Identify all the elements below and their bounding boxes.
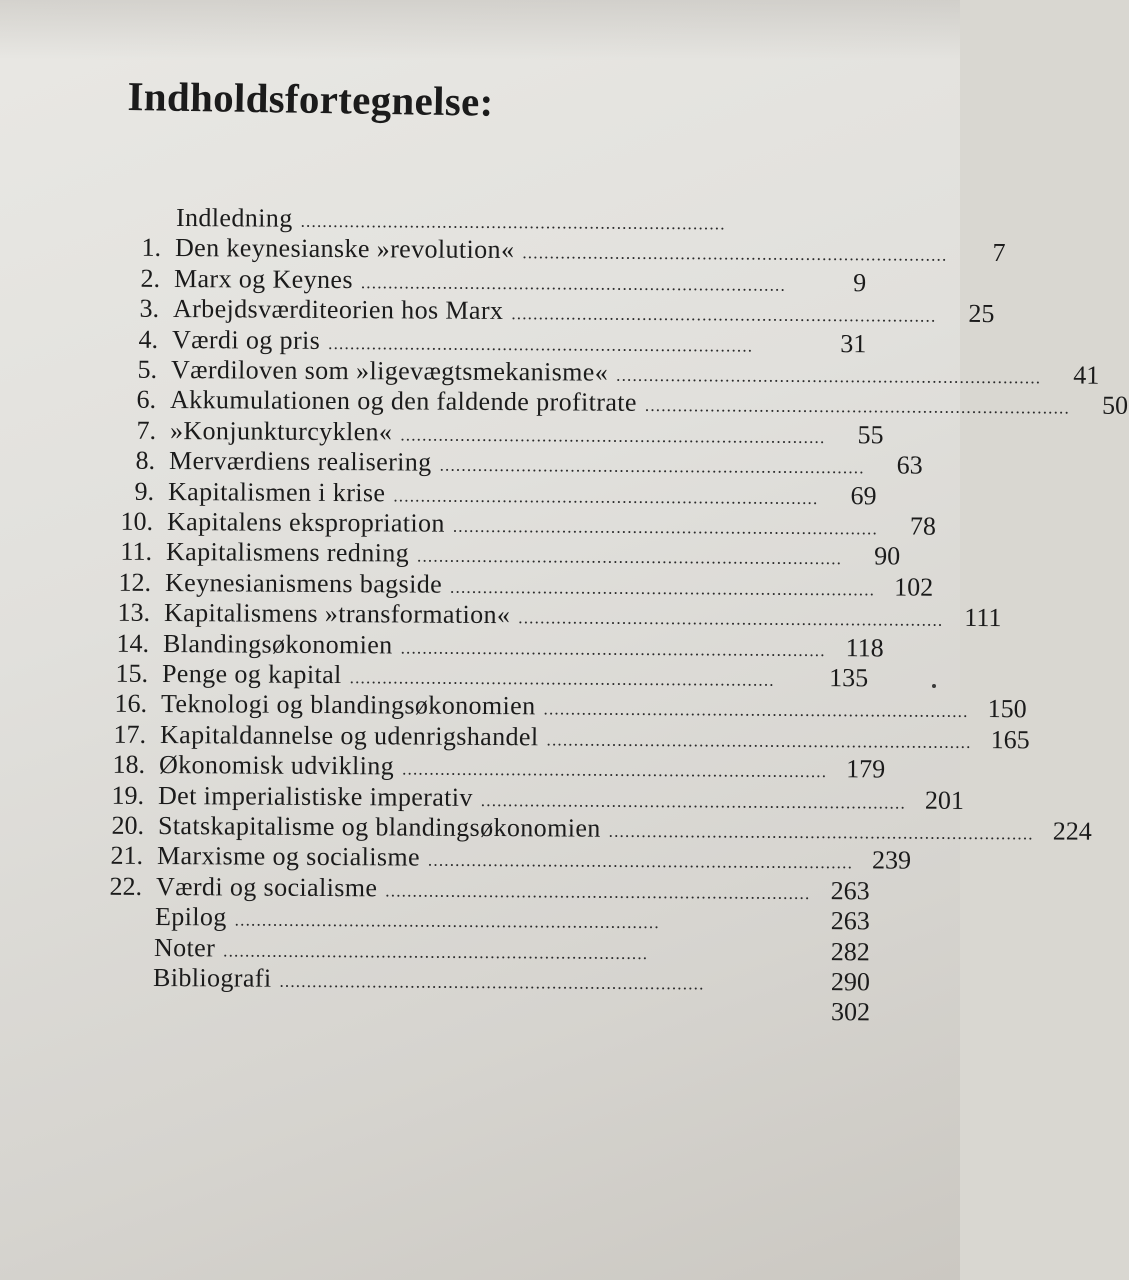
- toc-entry: [155, 902, 870, 936]
- toc-entry-number: 22.: [109, 871, 142, 901]
- toc-entry-page: 111: [964, 603, 1002, 633]
- dot-leader: ..............................................................................: [300, 211, 726, 234]
- dot-leader: ..............................................................................: [645, 396, 1071, 418]
- toc-entry: [117, 597, 1002, 633]
- dot-leader: ..............................................................................: [449, 577, 876, 600]
- toc-entry-title: Værdi og pris: [172, 324, 321, 355]
- toc-entry: [120, 537, 901, 571]
- toc-entry-number: 8.: [135, 445, 155, 476]
- toc-entry-title: Det imperialistiske imperativ: [158, 780, 474, 812]
- toc-entry-number: 20.: [110, 810, 144, 840]
- dot-leader: ..............................................................................: [360, 272, 787, 295]
- dot-leader: ..............................................................................: [543, 699, 969, 722]
- paper-speck: [932, 684, 936, 688]
- toc-entry: [154, 933, 870, 967]
- toc-entry-number: 21.: [110, 841, 143, 871]
- toc-entry-number: 9.: [134, 476, 154, 506]
- toc-entry-number: 5.: [137, 354, 158, 384]
- toc-entry: [110, 841, 911, 875]
- toc-entry-number: 11.: [120, 537, 152, 567]
- toc-entry-number: 17.: [113, 719, 147, 749]
- dot-leader: ..............................................................................: [402, 759, 828, 782]
- page-title: Indholdsfortegnelse:: [127, 72, 494, 125]
- toc-entry-title: Den keynesianske »revolution«: [174, 233, 515, 265]
- toc-entry: [118, 567, 934, 602]
- toc-entry-page: 90: [873, 541, 901, 571]
- toc-entry: [141, 233, 1006, 268]
- toc-entry-title: Marx og Keynes: [174, 263, 354, 294]
- toc-entry: [137, 354, 1100, 390]
- dot-leader: ..............................................................................: [349, 668, 775, 690]
- toc-entry-number: 1.: [141, 233, 162, 263]
- toc-entry-number: 3.: [139, 293, 160, 324]
- toc-entry: [138, 324, 867, 359]
- toc-entry-title: Kapitalens ekspropriation: [166, 507, 445, 538]
- toc-entry-page: 201: [925, 785, 965, 815]
- toc-entry: [135, 445, 923, 480]
- toc-entry-number: 12.: [118, 567, 152, 597]
- dot-leader: ..............................................................................: [452, 516, 878, 539]
- toc-entry-title: »Konjunkturcyklen«: [169, 415, 393, 447]
- dot-leader: ..............................................................................: [328, 333, 754, 356]
- toc-entry-page: 290: [830, 967, 870, 997]
- toc-entry-page: 150: [987, 694, 1027, 724]
- toc-entry-page: 302: [830, 997, 871, 1027]
- toc-entry-page: 69: [850, 480, 877, 510]
- toc-entry-number: 13.: [117, 597, 151, 628]
- toc-entry-title: Epilog: [154, 902, 227, 932]
- toc-entry: [109, 871, 870, 906]
- dot-leader: ..............................................................................: [399, 425, 826, 447]
- toc-entry-page: 7: [992, 238, 1006, 268]
- toc-entry-page: 135: [829, 663, 869, 693]
- toc-entry: [110, 810, 1092, 846]
- dot-leader: ..............................................................................: [384, 881, 811, 903]
- toc-entry-title: Kapitalismen i krise: [167, 476, 386, 507]
- toc-entry-title: Teknologi og blandingsøkonomien: [161, 689, 536, 721]
- dot-leader: ..............................................................................: [416, 546, 843, 569]
- toc-entry: [111, 780, 965, 815]
- toc-entry-number: 16.: [114, 689, 148, 719]
- toc-entry: [135, 415, 884, 450]
- toc-entry-number: 4.: [138, 324, 159, 354]
- dot-leader: ..............................................................................: [439, 455, 865, 478]
- toc-entry-page: 224: [1052, 816, 1092, 846]
- toc-entry-title: Keynesianismens bagside: [164, 567, 443, 599]
- dot-leader: ..............................................................................: [511, 304, 937, 326]
- toc-entry-title: Værdiloven som »ligevægtsmekanisme«: [171, 355, 609, 387]
- toc-entry-number: 14.: [116, 628, 150, 658]
- toc-entry-number: 10.: [120, 506, 153, 536]
- toc-entry-title: Indledning: [175, 203, 293, 233]
- toc-entry: [152, 993, 870, 1027]
- toc-entry-title: Marxisme og socialisme: [156, 841, 420, 872]
- toc-entry-title: Penge og kapital: [162, 659, 342, 690]
- toc-entry-title: Merværdiens realisering: [168, 446, 432, 477]
- toc-entry-page: 63: [896, 450, 923, 480]
- dot-leader: ..............................................................................: [518, 608, 944, 630]
- toc-entry: [134, 476, 877, 511]
- toc-entry-page: 102: [894, 572, 934, 602]
- toc-entry-title: Akkumulationen og den faldende profitrate: [170, 385, 638, 418]
- toc-entry-title: Kapitalismens »transformation«: [163, 598, 511, 630]
- toc-entry: [112, 749, 886, 784]
- toc-entry-page: 165: [990, 724, 1031, 755]
- dot-leader: ..............................................................................: [608, 821, 1034, 844]
- toc-entry-page: 179: [846, 754, 886, 784]
- toc-entry: [116, 628, 884, 663]
- toc-entry-title: Noter: [153, 932, 216, 962]
- dot-leader: ..............................................................................: [279, 971, 705, 994]
- toc-entry: [136, 385, 1129, 421]
- toc-entry: [113, 719, 1031, 755]
- toc-entry-page: 55: [856, 419, 884, 450]
- dot-leader: ..............................................................................: [546, 730, 972, 752]
- toc-entry: [176, 203, 866, 237]
- dot-leader: ..............................................................................: [234, 910, 660, 933]
- toc-entry-title: Værdi og socialisme: [155, 871, 378, 903]
- toc-entry-number: 19.: [111, 780, 145, 810]
- toc-entry-number: 18.: [112, 749, 146, 780]
- dot-leader: ..............................................................................: [222, 941, 649, 963]
- toc-entry: [140, 263, 867, 298]
- toc-entry-page: 31: [840, 328, 867, 358]
- toc-entry-number: 15.: [115, 658, 149, 688]
- toc-entry-page: 263: [830, 906, 870, 936]
- dot-leader: [160, 1016, 812, 1020]
- toc-entry-title: Kapitaldannelse og udenrigshandel: [160, 719, 539, 752]
- toc-entry-title: Arbejdsværditeorien hos Marx: [173, 294, 504, 326]
- toc-entry-page: 282: [830, 936, 870, 966]
- toc-entry-page: 263: [830, 875, 870, 906]
- toc-entry-page: 118: [845, 632, 884, 662]
- toc-entry-page: 41: [1073, 360, 1100, 390]
- toc-entry-title: Statskapitalisme og blandingsøkonomien: [157, 811, 601, 843]
- toc-entry: [139, 293, 995, 329]
- toc-entry: [120, 506, 936, 541]
- toc-entry-page: 50: [1102, 391, 1129, 421]
- toc-entry-number: 6.: [136, 385, 157, 415]
- toc-entry-page: 25: [968, 299, 995, 329]
- toc-entry-title: Blandingsøkonomien: [162, 628, 393, 659]
- dot-leader: ..............................................................................: [400, 638, 826, 660]
- toc-entry: [153, 963, 870, 997]
- dot-leader: ..............................................................................: [616, 365, 1042, 388]
- toc-entry-title: Bibliografi: [152, 963, 272, 993]
- toc-entry-page: 239: [871, 845, 911, 875]
- toc-entry-number: 7.: [135, 415, 156, 445]
- dot-leader: ..............................................................................: [427, 851, 853, 873]
- dot-leader: ..............................................................................: [481, 790, 907, 813]
- toc-entry-page: 9: [853, 267, 867, 298]
- toc-entry: [114, 689, 1027, 724]
- dot-leader: ..............................................................................: [522, 243, 948, 266]
- toc-entry-page: 78: [909, 511, 936, 541]
- dot-leader: ..............................................................................: [393, 485, 819, 508]
- toc-entry-title: Kapitalismens redning: [165, 537, 410, 568]
- toc-entry-number: 2.: [140, 263, 161, 293]
- toc-entry-title: Økonomisk udvikling: [159, 750, 395, 781]
- toc-entry: [115, 658, 869, 693]
